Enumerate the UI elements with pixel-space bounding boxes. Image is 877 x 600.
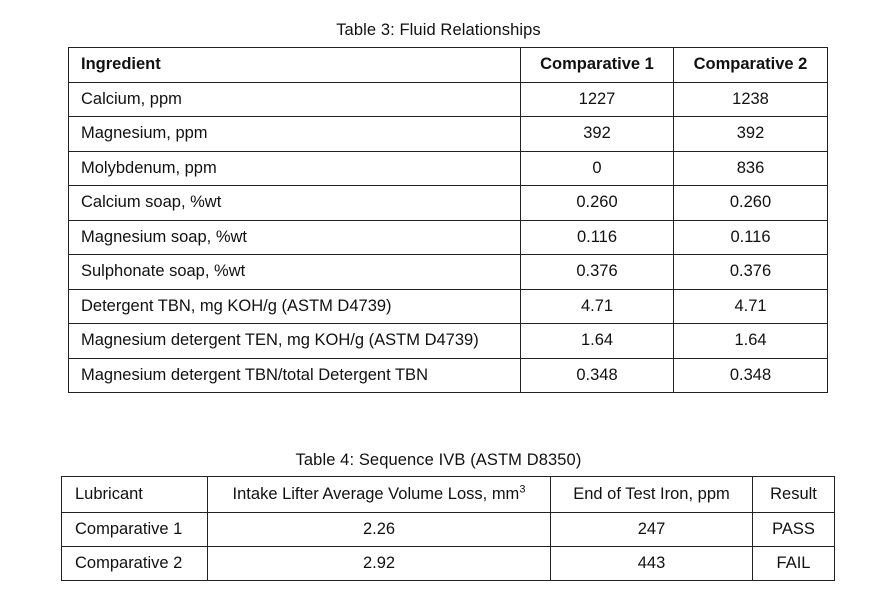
table-header-row bbox=[69, 48, 828, 83]
table-row bbox=[69, 117, 828, 152]
comparative-1-cell: 0.348 bbox=[521, 358, 674, 393]
volume-loss-cell: 2.92 bbox=[208, 547, 551, 581]
header-volume-loss-label: Intake Lifter Average Volume Loss, mm bbox=[232, 485, 520, 503]
comparative-1-cell: 0.260 bbox=[521, 186, 674, 221]
table-row bbox=[69, 82, 828, 117]
header-volume-loss bbox=[208, 477, 551, 513]
ingredient-cell: Magnesium detergent TBN/total Detergent TBN bbox=[69, 358, 521, 393]
ingredient-cell: Calcium, ppm bbox=[69, 82, 521, 117]
table-row bbox=[62, 513, 835, 547]
ingredient-cell: Magnesium, ppm bbox=[69, 117, 521, 152]
header-lubricant: Lubricant bbox=[62, 477, 208, 513]
table-row bbox=[62, 547, 835, 581]
comparative-2-cell: 0.116 bbox=[674, 220, 828, 255]
comparative-2-cell: 1.64 bbox=[674, 324, 828, 359]
comparative-1-cell: 4.71 bbox=[521, 289, 674, 324]
comparative-2-cell: 0.376 bbox=[674, 255, 828, 290]
volume-loss-cell: 2.26 bbox=[208, 513, 551, 547]
header-iron: End of Test Iron, ppm bbox=[551, 477, 753, 513]
header-comparative-2: Comparative 2 bbox=[674, 48, 828, 83]
table-row bbox=[69, 289, 828, 324]
comparative-1-cell: 0 bbox=[521, 151, 674, 186]
table4-caption: Table 4: Sequence IVB (ASTM D8350) bbox=[295, 451, 582, 469]
comparative-2-cell: 0.260 bbox=[674, 186, 828, 221]
comparative-2-cell: 836 bbox=[674, 151, 828, 186]
comparative-1-cell: 1.64 bbox=[521, 324, 674, 359]
header-comparative-1: Comparative 1 bbox=[521, 48, 674, 83]
ingredient-cell: Molybdenum, ppm bbox=[69, 151, 521, 186]
table-header-row bbox=[62, 477, 835, 513]
ingredient-cell: Magnesium detergent TEN, mg KOH/g (ASTM D4739) bbox=[69, 324, 521, 359]
result-cell: FAIL bbox=[753, 547, 835, 581]
lubricant-cell: Comparative 2 bbox=[62, 547, 208, 581]
sequence-ivb-table bbox=[61, 476, 835, 581]
fluid-relationships-table bbox=[68, 47, 828, 393]
iron-cell: 247 bbox=[551, 513, 753, 547]
header-ingredient: Ingredient bbox=[69, 48, 521, 83]
header-result: Result bbox=[753, 477, 835, 513]
comparative-2-cell: 0.348 bbox=[674, 358, 828, 393]
table-row bbox=[69, 220, 828, 255]
comparative-2-cell: 392 bbox=[674, 117, 828, 152]
table-row bbox=[69, 255, 828, 290]
comparative-2-cell: 1238 bbox=[674, 82, 828, 117]
table3-caption: Table 3: Fluid Relationships bbox=[336, 21, 541, 39]
comparative-1-cell: 1227 bbox=[521, 82, 674, 117]
table-row bbox=[69, 186, 828, 221]
ingredient-cell: Sulphonate soap, %wt bbox=[69, 255, 521, 290]
comparative-1-cell: 392 bbox=[521, 117, 674, 152]
lubricant-cell: Comparative 1 bbox=[62, 513, 208, 547]
comparative-1-cell: 0.376 bbox=[521, 255, 674, 290]
superscript-3: 3 bbox=[519, 483, 526, 496]
iron-cell: 443 bbox=[551, 547, 753, 581]
result-cell: PASS bbox=[753, 513, 835, 547]
ingredient-cell: Detergent TBN, mg KOH/g (ASTM D4739) bbox=[69, 289, 521, 324]
comparative-2-cell: 4.71 bbox=[674, 289, 828, 324]
table-row bbox=[69, 151, 828, 186]
ingredient-cell: Magnesium soap, %wt bbox=[69, 220, 521, 255]
ingredient-cell: Calcium soap, %wt bbox=[69, 186, 521, 221]
comparative-1-cell: 0.116 bbox=[521, 220, 674, 255]
table-row bbox=[69, 324, 828, 359]
table-row bbox=[69, 358, 828, 393]
